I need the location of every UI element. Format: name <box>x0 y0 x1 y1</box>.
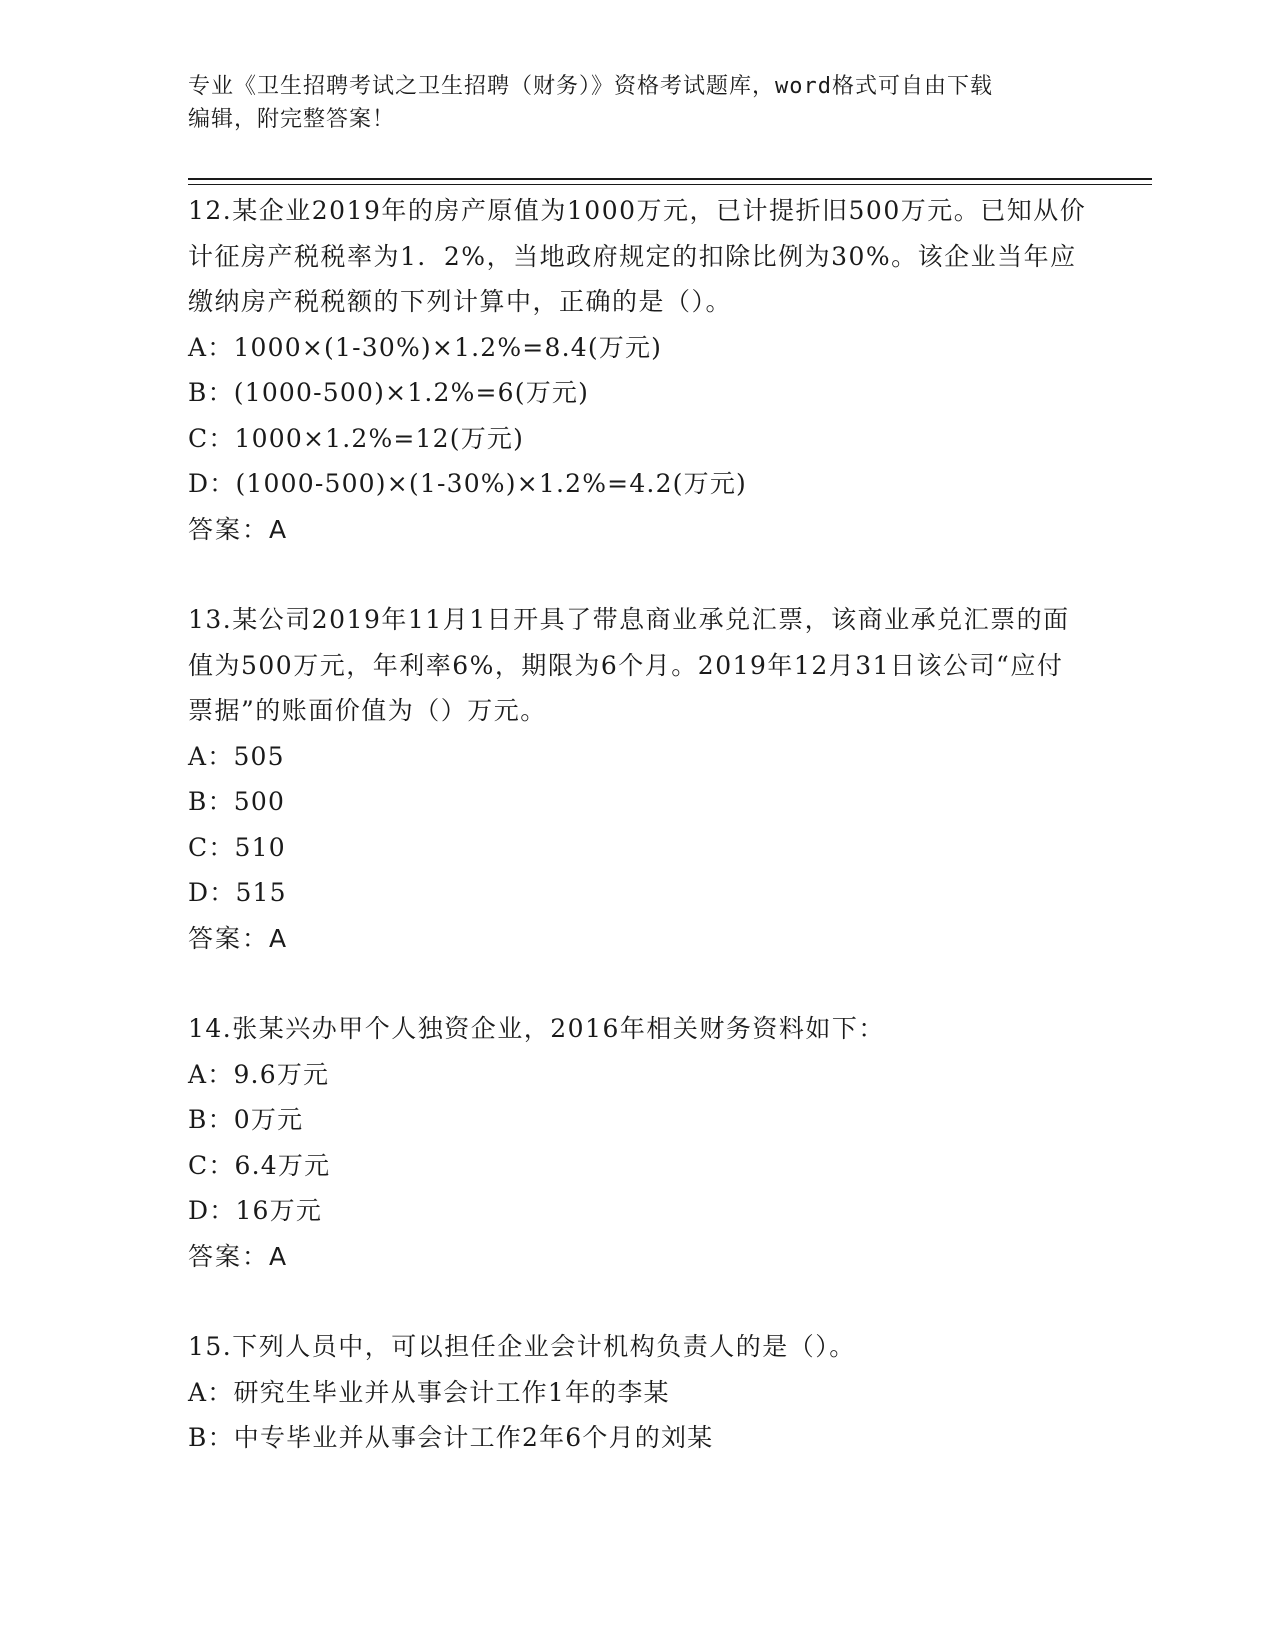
question-list <box>188 188 1088 1461</box>
option-b: B：(1000-500)×1.2%=6(万元) <box>188 378 590 407</box>
question-stem: 15.下列人员中，可以担任企业会计机构负责人的是（）。 <box>188 1332 856 1361</box>
header-divider-thick <box>188 178 1152 180</box>
answer-line: 答案：A <box>188 923 289 953</box>
option-d: D：515 <box>188 878 287 907</box>
document-header <box>188 70 1068 136</box>
question-spacer <box>188 1279 1088 1324</box>
question-spacer <box>188 961 1088 1006</box>
option-a: A：研究生毕业并从事会计工作1年的李某 <box>188 1377 670 1407</box>
option-a: A：1000×(1-30%)×1.2%=8.4(万元) <box>188 332 663 362</box>
answer-line: 答案：A <box>188 1241 289 1271</box>
header-divider-thin <box>188 184 1152 185</box>
question-14 <box>188 1006 1088 1279</box>
option-a: A：9.6万元 <box>188 1059 330 1089</box>
question-12 <box>188 188 1088 552</box>
header-line-1: 专业《卫生招聘考试之卫生招聘（财务）》资格考试题库，word格式可自由下载 <box>188 74 993 99</box>
option-b: B：500 <box>188 787 286 816</box>
option-c: C：1000×1.2%=12(万元) <box>188 423 525 453</box>
option-d: D：16万元 <box>188 1196 323 1225</box>
question-15 <box>188 1324 1088 1461</box>
option-d: D：(1000-500)×(1-30%)×1.2%=4.2(万元) <box>188 469 747 498</box>
question-13 <box>188 597 1088 961</box>
question-stem: 12.某企业2019年的房产原值为1000万元，已计提折旧500万元。已知从价计征房产税税率为1．2%，当地政府规定的扣除比例为30%。该企业当年应缴纳房产税税额的下列计算中，正确的是（）。 <box>188 196 1087 316</box>
option-b: B：中专毕业并从事会计工作2年6个月的刘某 <box>188 1423 714 1452</box>
answer-line: 答案：A <box>188 514 289 544</box>
option-c: C：6.4万元 <box>188 1150 331 1180</box>
question-stem: 13.某公司2019年11月1日开具了带息商业承兑汇票，该商业承兑汇票的面值为500万元，年利率6%，期限为6个月。2019年12月31日该公司“应付票据”的账面价值为（）万元。 <box>188 605 1070 725</box>
question-spacer <box>188 552 1088 597</box>
option-a: A：505 <box>188 741 285 771</box>
question-stem: 14.张某兴办甲个人独资企业，2016年相关财务资料如下： <box>188 1014 885 1043</box>
option-b: B：0万元 <box>188 1105 304 1134</box>
option-c: C：510 <box>188 832 286 862</box>
header-line-2: 编辑，附完整答案！ <box>188 107 396 132</box>
